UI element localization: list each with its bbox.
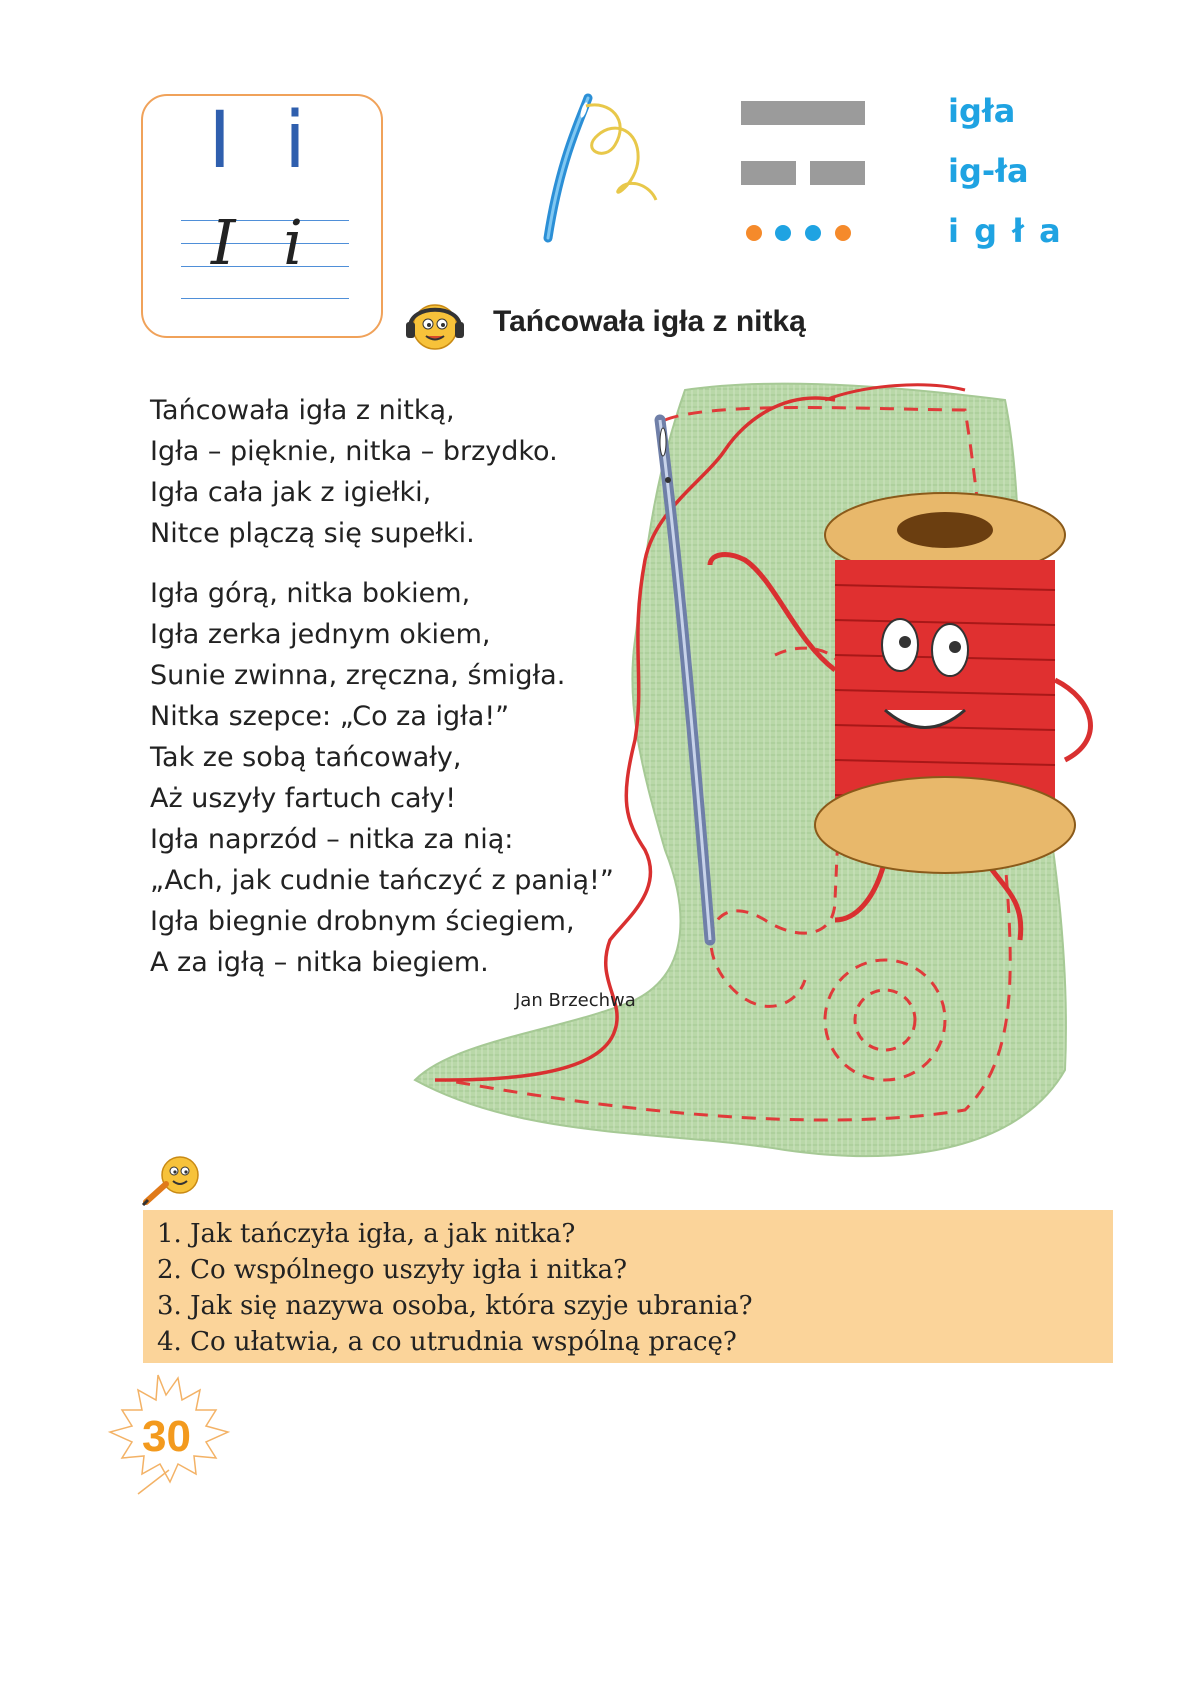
letter-dot — [775, 225, 791, 241]
poem-title: Tańcowała igła z nitką — [493, 305, 806, 338]
needle-icon — [520, 90, 690, 250]
poem-line: Igła – pięknie, nitka – brzydko. — [150, 436, 558, 467]
syllable-bar — [810, 161, 865, 185]
poem-line: Nitce plączą się supełki. — [150, 518, 475, 549]
letter-print: I i — [208, 96, 320, 186]
poem-line: Igła cała jak z igiełki, — [150, 477, 432, 508]
letter-script: I i — [210, 206, 318, 279]
whole-word-bar — [741, 101, 865, 125]
letter-dot — [805, 225, 821, 241]
question-item: 3. Jak się nazywa osoba, która szyje ubrania? — [157, 1291, 753, 1321]
questions-box — [143, 1210, 1113, 1363]
word-letters: i g ł a — [948, 212, 1063, 250]
word-whole: igła — [948, 92, 1016, 130]
poem-line: Nitka szepce: „Co za igła!” — [150, 701, 510, 732]
poem-line: Igła górą, nitka bokiem, — [150, 578, 471, 609]
question-item: 4. Co ułatwia, a co utrudnia wspólną pracę? — [157, 1327, 737, 1357]
poem-line: „Ach, jak cudnie tańczyć z panią!” — [150, 865, 614, 896]
poem-line: Tak ze sobą tańcowały, — [150, 742, 462, 773]
pencil-smiley-icon — [140, 1150, 204, 1206]
letter-card — [141, 94, 383, 338]
poem-line: A za igłą – nitka biegiem. — [150, 947, 489, 978]
poem-line: Igła biegnie drobnym ściegiem, — [150, 906, 575, 937]
syllable-bar — [741, 161, 796, 185]
poem-line: Aż uszyły fartuch cały! — [150, 783, 457, 814]
headphones-smiley-icon — [402, 294, 468, 356]
letter-dot — [746, 225, 762, 241]
question-item: 1. Jak tańczyła igła, a jak nitka? — [157, 1219, 576, 1249]
poem-stanza-1 — [150, 390, 558, 554]
poem-line: Igła zerka jednym okiem, — [150, 619, 491, 650]
rule-line — [181, 298, 349, 299]
question-item: 2. Co wspólnego uszyły igła i nitka? — [157, 1255, 628, 1285]
page-number: 30 — [142, 1412, 191, 1461]
poem-author: Jan Brzechwa — [515, 990, 636, 1011]
word-syllables: ig-ła — [948, 152, 1029, 190]
poem-line: Tańcowała igła z nitką, — [150, 395, 455, 426]
poem-line: Sunie zwinna, zręczna, śmigła. — [150, 660, 566, 691]
letter-dot — [835, 225, 851, 241]
poem-line: Igła naprzód – nitka za nią: — [150, 824, 514, 855]
poem-stanza-2 — [150, 573, 614, 983]
